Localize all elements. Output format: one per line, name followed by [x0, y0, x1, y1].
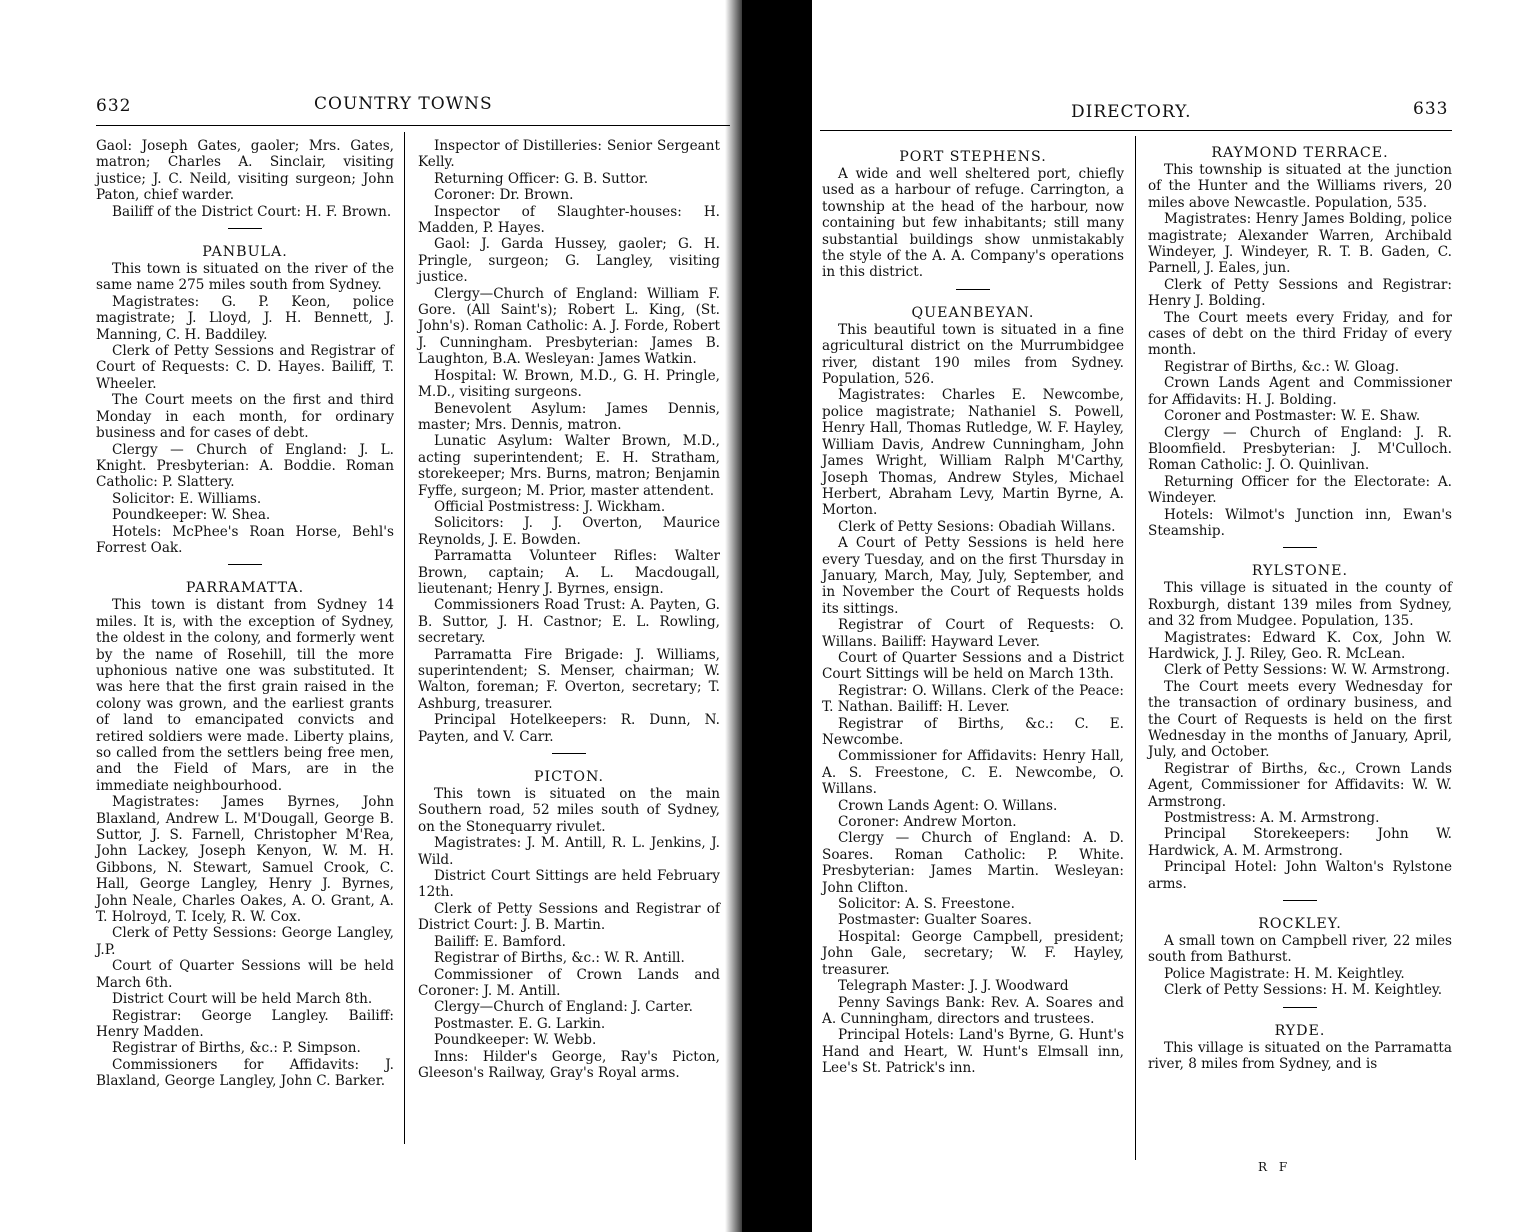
directory-entry: Clerk of Petty Sessions and Registrar of District Court: J. B. Martin.	[418, 900, 720, 934]
directory-entry: This town is distant from Sydney 14 miles. It is, with the exception of Sydney, the oldest in the colony, and formerly went by the name of Rosehill, till the more uphonious native one was substituted. It was here that the first grain raised in the colony was grown, and the earliest grants of land to emancipated convicts and retired soldiers were made. Liberty plains, so called from the settlers being free men, and the Field of Mars, are in the immediate neighbourhood.	[96, 597, 394, 794]
directory-entry: Solicitors: J. J. Overton, Maurice Reynolds, J. E. Bowden.	[418, 515, 720, 548]
directory-entry: Poundkeeper: W. Webb.	[434, 1032, 597, 1049]
directory-entry: Clergy—Church of England: J. Carter.	[434, 999, 693, 1016]
directory-entry: Principal Hotels: Land's Byrne, G. Hunt's Hand and Heart, W. Hunt's Elmsall inn, Lee's St. Patrick's inn.	[822, 1027, 1124, 1077]
directory-entry: Solicitor: A. S. Freestone.	[838, 896, 1015, 913]
section-heading: RYDE.	[1274, 1022, 1326, 1039]
directory-entry: Magistrates: J. M. Antill, R. L. Jenkins, J. Wild.	[418, 835, 720, 868]
directory-entry: Court of Quarter Sessions and a District Court Sittings will be held on March 13th.	[822, 649, 1124, 683]
directory-entry: Clerk of Petty Sessions: George Langley, J.P.	[96, 925, 394, 958]
directory-entry: Registrar of Births, &c.: C. E. Newcombe.	[822, 715, 1124, 748]
directory-entry: Clergy — Church of England: A. D. Soares. Roman Catholic: P. White. Presbyterian: James Martin. Wesleyan: John Clifton.	[822, 830, 1124, 896]
directory-entry: Solicitor: E. Williams.	[112, 490, 262, 507]
directory-entry: Registrar of Births, &c.: W. Gloag.	[1164, 358, 1400, 375]
directory-entry: Clerk of Petty Sessions and Registrar of Court of Requests: C. D. Hayes. Bailiff, T. Wheeler.	[96, 343, 394, 392]
directory-entry: Bailiff: E. Bamford.	[434, 933, 566, 950]
directory-entry: Principal Storekeepers: John W. Hardwick, A. M. Armstrong.	[1148, 826, 1452, 859]
left-header-rule	[96, 125, 730, 126]
directory-entry: Principal Hotelkeepers: R. Dunn, N. Payten, and V. Carr.	[418, 712, 720, 745]
directory-entry: Official Postmistress: J. Wickham.	[434, 498, 666, 515]
right-header-rule	[820, 130, 1452, 131]
right-running-head: DIRECTORY.	[1071, 102, 1192, 122]
directory-entry: Postmistress: A. M. Armstrong.	[1164, 810, 1380, 827]
directory-entry: Gaol: J. Garda Hussey, gaoler; G. H. Pringle, surgeon; G. Langley, visiting justice.	[418, 236, 720, 286]
directory-entry: District Court Sittings are held February 12th.	[418, 868, 720, 901]
section-heading: RAYMOND TERRACE.	[1211, 145, 1389, 161]
directory-entry: Crown Lands Agent: O. Willans.	[838, 797, 1058, 814]
directory-entry: This township is situated at the junction of the Hunter and the Williams rivers, 20 miles above Newcastle. Population, 535.	[1148, 162, 1452, 211]
directory-entry: Magistrates: G. P. Keon, police magistrate; J. Lloyd, J. H. Bennett, J. Manning, C. H. Baddiley.	[96, 293, 394, 343]
directory-entry: Coroner: Dr. Brown.	[434, 187, 574, 204]
directory-entry: Postmaster. E. G. Larkin.	[434, 1015, 606, 1032]
right-page-column-2	[1148, 144, 1452, 1073]
directory-entry: Registrar of Court of Requests: O. Willans. Bailiff: Hayward Lever.	[822, 617, 1124, 650]
directory-entry: Returning Officer for the Electorate: A. Windeyer.	[1148, 473, 1452, 507]
directory-entry: Clergy—Church of England: William F. Gore. (All Saint's); Robert L. King, (St. John's). Roman Catholic: A. J. Forde, Robert J. Cunningham. Presbyterian: James B. Laughton, B.A. Wesleyan: James Watkin.	[418, 285, 720, 368]
directory-entry: Lunatic Asylum: Walter Brown, M.D., acting superintendent; E. H. Stratham, storekeeper; Mrs. Burns, matron; Benjamin Fyffe, surgeon; M. Prior, master attendent.	[418, 433, 720, 499]
directory-entry: Commissioner for Affidavits: Henry Hall, A. S. Freestone, C. E. Newcombe, O. Willans.	[822, 748, 1124, 798]
directory-entry: Hotels: McPhee's Roan Horse, Behl's Forrest Oak.	[96, 523, 394, 556]
directory-entry: Coroner: Andrew Morton.	[838, 814, 1017, 831]
directory-entry: Hospital: W. Brown, M.D., G. H. Pringle, M.D., visiting surgeons.	[418, 367, 720, 401]
directory-entry: This beautiful town is situated in a fine agricultural district on the Murrumbidgee river, distant 190 miles from Sydney. Population, 526.	[822, 321, 1124, 388]
directory-entry: Magistrates: Henry James Bolding, police magistrate; Alexander Warren, Archibald Windeyer, J. Windeyer, R. T. B. Gaden, C. Parnell, J. Eales, jun.	[1148, 211, 1452, 277]
directory-entry: Parramatta Fire Brigade: J. Williams, superintendent; S. Menser, chairman; W. Walton, foreman; F. Overton, secretary; T. Ashburg, treasurer.	[418, 646, 720, 712]
right-page-number: 633	[1413, 99, 1449, 119]
directory-entry: This village is situated in the county of Roxburgh, distant 139 miles from Sydney, and 32 from Mudgee. Population, 135.	[1148, 580, 1452, 630]
section-heading: PICTON.	[533, 769, 605, 786]
section-heading: PANBULA.	[202, 244, 288, 261]
directory-entry: Magistrates: James Byrnes, John Blaxland, Andrew L. M'Dougall, George B. Suttor, J. S. Farnell, Christopher M'Rea, John Lackey, Joseph Kenyon, W. M. H. Gibbons, N. Stewart, Samuel Crook, C. Hall, George Langley, Henry J. Byrnes, John Neale, Charles Oakes, A. O. Grant, A. T. Holroyd, T. Icely, R. W. Cox.	[96, 794, 394, 926]
directory-entry: District Court will be held March 8th.	[112, 991, 373, 1008]
left-running-head: COUNTRY TOWNS	[314, 94, 493, 114]
directory-entry: Registrar: O. Willans. Clerk of the Peace: T. Nathan. Bailiff: H. Lever.	[822, 682, 1124, 716]
right-column-divider	[1135, 136, 1136, 1160]
directory-entry: Court of Quarter Sessions will be held March 6th.	[96, 958, 394, 991]
directory-entry: Commissioners Road Trust: A. Payten, G. B. Suttor, J. H. Castnor; E. L. Rowling, secretary.	[418, 597, 720, 647]
directory-entry: Clerk of Petty Sessions: W. W. Armstrong.	[1164, 662, 1450, 679]
directory-entry: Magistrates: Edward K. Cox, John W. Hardwick, J. J. Riley, Geo. R. McLean.	[1148, 629, 1452, 662]
directory-entry: Gaol: Joseph Gates, gaoler; Mrs. Gates, matron; Charles A. Sinclair, visiting justice; J. C. Neild, visiting surgeon; John Paton, chief warder.	[96, 138, 394, 204]
directory-entry: Benevolent Asylum: James Dennis, master; Mrs. Dennis, matron.	[418, 400, 720, 433]
directory-entry: Principal Hotel: John Walton's Rylstone arms.	[1148, 859, 1452, 892]
book-gutter	[742, 0, 812, 1232]
directory-entry: Clerk of Petty Sesions: Obadiah Willans.	[838, 518, 1116, 535]
left-column-divider	[404, 132, 405, 1144]
directory-entry: Returning Officer: G. B. Suttor.	[434, 170, 649, 187]
directory-entry: Inspector of Slaughter-houses: H. Madden, P. Hayes.	[418, 203, 720, 237]
right-page-column-1	[822, 148, 1124, 1077]
section-heading: PARRAMATTA.	[185, 580, 305, 597]
directory-entry: Registrar of Births, &c.: W. R. Antill.	[434, 950, 685, 967]
section-heading: PORT STEPHENS.	[899, 149, 1047, 165]
directory-entry: The Court meets on the first and third Monday in each month, for ordinary business and for cases of debt.	[96, 392, 394, 442]
directory-entry: Inns: Hilder's George, Ray's Picton, Gleeson's Railway, Gray's Royal arms.	[418, 1048, 720, 1081]
directory-entry: Telegraph Master: J. J. Woodward	[838, 978, 1069, 995]
directory-entry: Clerk of Petty Sessions: H. M. Keightley.	[1164, 982, 1443, 999]
directory-entry: Commissioner of Crown Lands and Coroner: J. M. Antill.	[418, 966, 720, 999]
directory-entry: Hospital: George Campbell, president; John Gale, secretary; W. F. Hayley, treasurer.	[822, 928, 1124, 978]
directory-entry: Clergy — Church of England: J. R. Bloomfield. Presbyterian: J. M'Culloch. Roman Catholic: J. O. Quinlivan.	[1148, 424, 1452, 474]
directory-entry: Penny Savings Bank: Rev. A. Soares and A. Cunningham, directors and trustees.	[822, 994, 1124, 1027]
directory-entry: This village is situated on the Parramatta river, 8 miles from Sydney, and is	[1148, 1039, 1452, 1073]
directory-entry: Clerk of Petty Sessions and Registrar: Henry J. Bolding.	[1148, 276, 1452, 310]
section-heading: ROCKLEY.	[1258, 916, 1342, 933]
directory-entry: Poundkeeper: W. Shea.	[112, 507, 271, 524]
section-heading: RYLSTONE.	[1251, 563, 1349, 580]
directory-entry: Clergy — Church of England: J. L. Knight. Presbyterian: A. Boddie. Roman Catholic: P. Slattery.	[96, 441, 394, 491]
directory-entry: Hotels: Wilmot's Junction inn, Ewan's Steamship.	[1148, 506, 1452, 539]
left-page-number: 632	[96, 96, 132, 116]
directory-entry: Crown Lands Agent and Commissioner for Affidavits: H. J. Bolding.	[1148, 375, 1452, 408]
directory-entry: Police Magistrate: H. M. Keightley.	[1164, 965, 1405, 982]
directory-entry: Bailiff of the District Court: H. F. Brown.	[112, 203, 392, 220]
directory-entry: Commissioners for Affidavits: J. Blaxland, George Langley, John C. Barker.	[96, 1056, 394, 1090]
directory-entry: Postmaster: Gualter Soares.	[838, 912, 1032, 929]
directory-entry: Coroner and Postmaster: W. E. Shaw.	[1164, 408, 1421, 425]
directory-entry: A small town on Campbell river, 22 miles south from Bathurst.	[1148, 933, 1452, 966]
directory-entry: This town is situated on the main Southern road, 52 miles south of Sydney, on the Stonequarry rivulet.	[418, 786, 720, 835]
directory-entry: Registrar of Births, &c.: P. Simpson.	[112, 1040, 361, 1057]
directory-entry: Registrar: George Langley. Bailiff: Henry Madden.	[96, 1007, 394, 1040]
signature-mark: R F	[1258, 1160, 1292, 1174]
left-page-column-1	[96, 138, 394, 1090]
directory-entry: Magistrates: Charles E. Newcombe, police magistrate; Nathaniel S. Powell, Henry Hall, Thomas Rutledge, W. F. Hayley, William Davis, Andrew Cunningham, John James Wright, William Ralph M'Carthy, Joseph Thomas, Andrew Styles, Michael Herbert, Abraham Levy, Martin Byrne, A. Morton.	[822, 387, 1124, 519]
left-page-column-2	[418, 138, 720, 1081]
directory-entry: The Court meets every Friday, and for cases of debt on the third Friday of every month.	[1148, 309, 1452, 359]
directory-entry: Parramatta Volunteer Rifles: Walter Brown, captain; A. L. Macdougall, lieutenant; Henry J. Byrnes, ensign.	[418, 548, 720, 597]
section-heading: QUEANBEYAN.	[911, 304, 1035, 321]
directory-entry: The Court meets every Wednesday for the transaction of ordinary business, and the Court of Requests is held on the first Wednesday in the months of January, April, July, and October.	[1148, 678, 1452, 761]
directory-entry: A Court of Petty Sessions is held here every Tuesday, and on the first Thursday in January, March, May, July, September, and in November the Court of Requests holds its sittings.	[822, 535, 1124, 617]
directory-entry: Registrar of Births, &c., Crown Lands Agent, Commissioner for Affidavits: W. W. Armstrong.	[1148, 760, 1452, 810]
directory-entry: A wide and well sheltered port, chiefly used as a harbour of refuge. Carrington, a township at the head of the harbour, now containing but few inhabitants; still many substantial buildings show unmistakably the style of the A. A. Company's operations in this district.	[822, 166, 1124, 281]
directory-entry: This town is situated on the river of the same name 275 miles south from Sydney.	[96, 261, 394, 294]
directory-entry: Inspector of Distilleries: Senior Sergeant Kelly.	[418, 138, 720, 171]
